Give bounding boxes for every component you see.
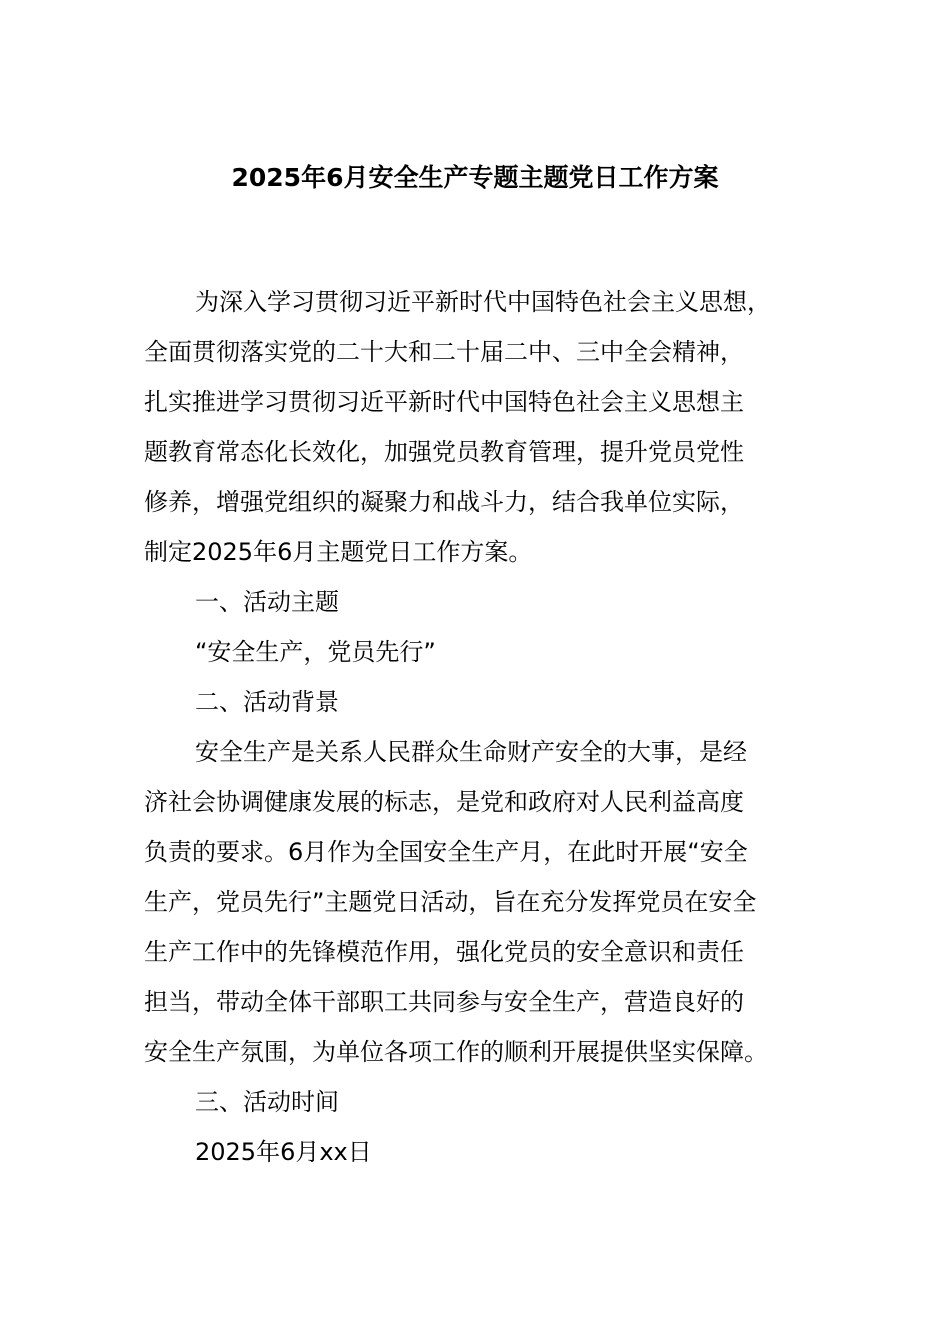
section-2-line-1: 安全生产是关系人民群众生命财产安全的大事，是经 bbox=[195, 738, 747, 766]
intro-line-5: 修养，增强党组织的凝聚力和战斗力，结合我单位实际， bbox=[144, 488, 744, 516]
section-3-heading: 三、活动时间 bbox=[195, 1088, 339, 1116]
intro-line-6: 制定2025年6月主题党日工作方案。 bbox=[144, 538, 533, 566]
section-2-line-2: 济社会协调健康发展的标志，是党和政府对人民利益高度 bbox=[144, 788, 744, 816]
intro-line-2: 全面贯彻落实党的二十大和二十届二中、三中全会精神， bbox=[144, 338, 744, 366]
section-2-line-3: 负责的要求。6月作为全国安全生产月，在此时开展“安全 bbox=[144, 838, 748, 866]
intro-line-4: 题教育常态化长效化，加强党员教育管理，提升党员党性 bbox=[144, 438, 744, 466]
section-2-line-4: 生产，党员先行”主题党日活动，旨在充分发挥党员在安全 bbox=[144, 888, 757, 916]
document-title: 2025年6月安全生产专题主题党日工作方案 bbox=[231, 163, 719, 192]
section-2-line-5: 生产工作中的先锋模范作用，强化党员的安全意识和责任 bbox=[144, 938, 744, 966]
section-2-heading: 二、活动背景 bbox=[195, 688, 339, 716]
section-2-line-6: 担当，带动全体干部职工共同参与安全生产，营造良好的 bbox=[144, 988, 744, 1016]
section-1-heading: 一、活动主题 bbox=[195, 588, 339, 616]
section-2-line-7: 安全生产氛围，为单位各项工作的顺利开展提供坚实保障。 bbox=[144, 1038, 768, 1066]
document-body bbox=[144, 277, 830, 1177]
intro-line-3: 扎实推进学习贯彻习近平新时代中国特色社会主义思想主 bbox=[144, 388, 744, 416]
intro-line-1: 为深入学习贯彻习近平新时代中国特色社会主义思想， bbox=[195, 288, 771, 316]
section-1-text: “安全生产，党员先行” bbox=[195, 638, 436, 666]
section-3-text: 2025年6月xx日 bbox=[195, 1138, 372, 1166]
